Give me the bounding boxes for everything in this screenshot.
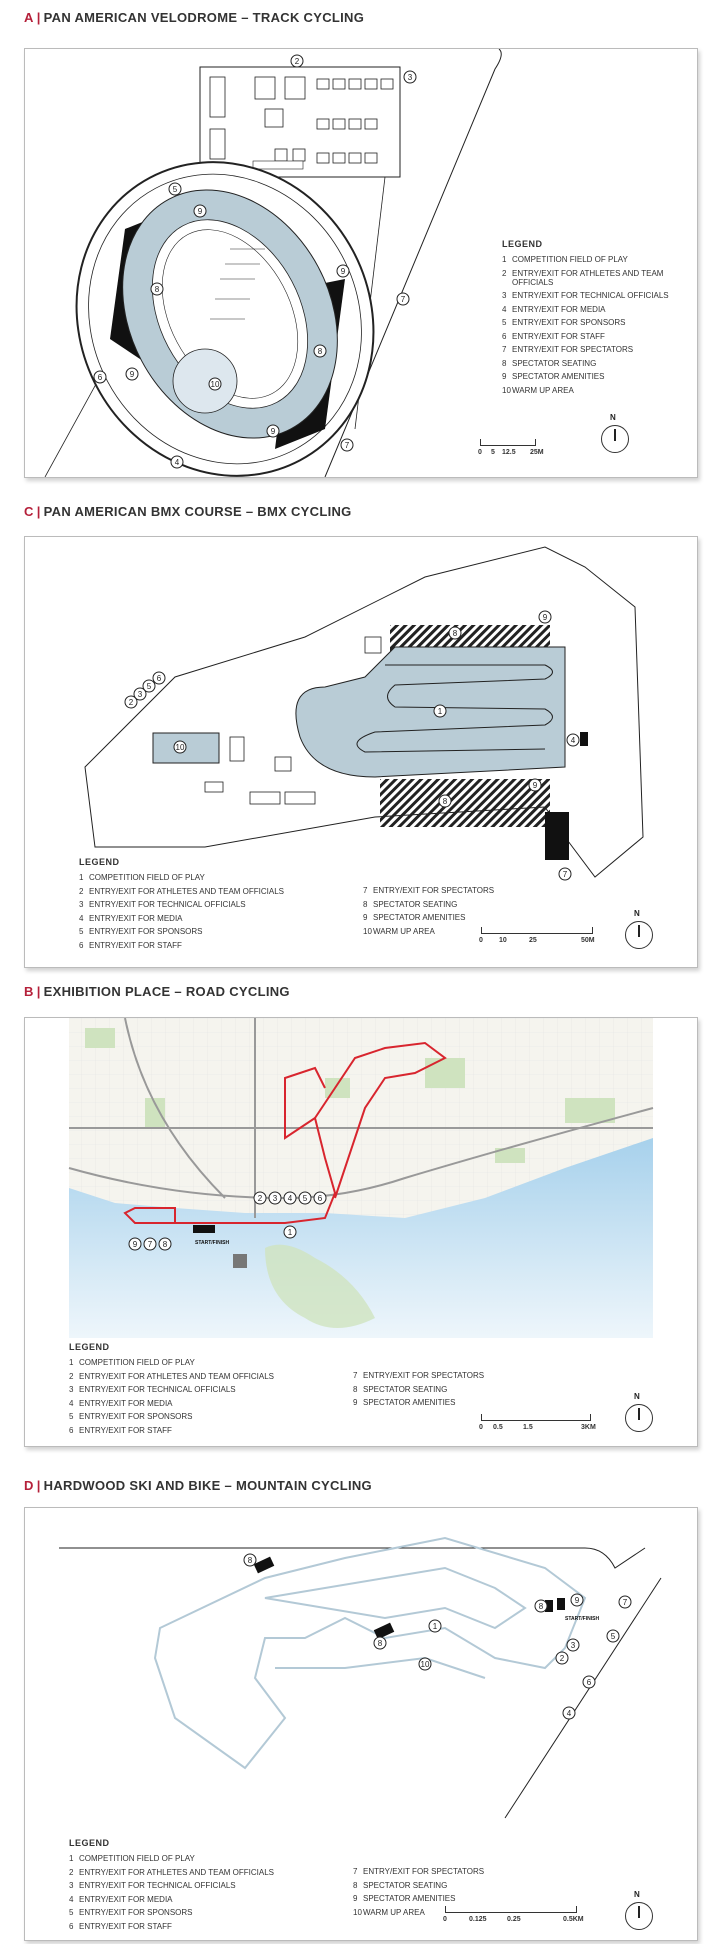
- marker-2: [291, 55, 303, 67]
- north-arrow-icon: [601, 413, 629, 453]
- svg-text:4: 4: [287, 1194, 293, 1203]
- legend-list: [502, 255, 692, 395]
- legend-item-number: 10: [363, 926, 372, 936]
- legend-item: [353, 1371, 593, 1380]
- legend-item-label: ENTRY/EXIT FOR SPECTATORS: [363, 1867, 485, 1876]
- legend-item-number: 10: [502, 385, 511, 395]
- legend-item-number: 5: [79, 927, 84, 936]
- marker-2: [254, 1192, 266, 1204]
- marker-9: [337, 265, 349, 277]
- marker-7: [144, 1238, 156, 1250]
- marker-4: [171, 456, 183, 468]
- scale-label: 0.125: [469, 1916, 487, 1923]
- section-letter: A: [24, 10, 34, 25]
- legend-item: [79, 927, 319, 936]
- marker-4: [567, 734, 579, 746]
- marker-9: [529, 779, 541, 791]
- legend-item-label: SPECTATOR SEATING: [363, 1384, 448, 1394]
- legend-item: [79, 900, 319, 909]
- svg-text:4: 4: [570, 736, 576, 745]
- legend-item-number: 6: [69, 1921, 74, 1931]
- legend-item: [502, 305, 692, 314]
- legend-item-number: 5: [502, 318, 507, 327]
- svg-text:9: 9: [340, 267, 346, 276]
- marker-1: [284, 1226, 296, 1238]
- marker-7: [397, 293, 409, 305]
- legend-item-label: COMPETITION FIELD OF PLAY: [89, 873, 205, 882]
- svg-text:10: 10: [175, 743, 185, 752]
- svg-text:5: 5: [610, 1632, 616, 1641]
- legend-item-label: ENTRY/EXIT FOR MEDIA: [512, 304, 606, 314]
- legend-item-label: ENTRY/EXIT FOR ATHLETES AND TEAM OFFICIALS: [89, 886, 285, 896]
- scale-label: 50M: [581, 937, 595, 944]
- legend-item-number: 1: [69, 1358, 74, 1367]
- legend-item-number: 4: [69, 1894, 74, 1904]
- marker-1: [434, 705, 446, 717]
- svg-text:8: 8: [452, 629, 458, 638]
- marker-1: [429, 1620, 441, 1632]
- svg-text:1: 1: [432, 1622, 438, 1631]
- legend-item-label: ENTRY/EXIT FOR MEDIA: [79, 1894, 173, 1904]
- legend-item-label: ENTRY/EXIT FOR TECHNICAL OFFICIALS: [79, 1881, 236, 1890]
- marker-5: [143, 680, 155, 692]
- legend-item: [69, 1385, 309, 1394]
- marker-8: [244, 1554, 256, 1566]
- scale-label: 0: [478, 449, 482, 456]
- legend-item-label: ENTRY/EXIT FOR SPONSORS: [79, 1412, 193, 1421]
- legend-item: [69, 1868, 309, 1877]
- marker-7: [341, 439, 353, 451]
- marker-10: [209, 378, 221, 390]
- legend-item-label: WARM UP AREA: [512, 385, 574, 395]
- legend-item-label: ENTRY/EXIT FOR STAFF: [89, 940, 182, 950]
- legend-item-label: WARM UP AREA: [363, 1907, 425, 1917]
- legend-item-number: 7: [502, 345, 507, 354]
- section-a-title: A | PAN AMERICAN VELODROME – TRACK CYCLING: [24, 10, 365, 25]
- legend-item-number: 1: [79, 873, 84, 882]
- svg-text:9: 9: [270, 427, 276, 436]
- marker-8: [374, 1637, 386, 1649]
- legend-item-label: ENTRY/EXIT FOR SPECTATORS: [373, 886, 495, 895]
- legend-item-number: 9: [353, 1398, 358, 1407]
- start-finish-label: START/FINISH: [195, 1240, 230, 1246]
- section-letter: B: [24, 984, 34, 999]
- marker-9: [129, 1238, 141, 1250]
- legend-item-label: ENTRY/EXIT FOR MEDIA: [89, 913, 183, 923]
- legend-list-right: [353, 1358, 593, 1439]
- legend-item-number: 8: [363, 899, 368, 909]
- legend-item: [353, 1881, 593, 1890]
- legend-item: [502, 291, 692, 300]
- marker-5: [169, 183, 181, 195]
- legend-item-number: 6: [79, 940, 84, 950]
- legend-list-left: [69, 1358, 309, 1439]
- legend-title: LEGEND: [69, 1838, 110, 1848]
- legend-item-label: SPECTATOR SEATING: [363, 1880, 448, 1890]
- legend-item-label: ENTRY/EXIT FOR SPECTATORS: [363, 1371, 485, 1380]
- legend-item: [353, 1398, 593, 1407]
- section-title-text: EXHIBITION PLACE – ROAD CYCLING: [43, 984, 290, 999]
- legend-item-label: ENTRY/EXIT FOR STAFF: [512, 331, 605, 341]
- svg-text:6: 6: [97, 373, 103, 382]
- marker-3: [567, 1639, 579, 1651]
- svg-text:5: 5: [146, 682, 152, 691]
- legend-item: [69, 1895, 309, 1904]
- marker-5: [299, 1192, 311, 1204]
- marker-8: [439, 795, 451, 807]
- svg-text:9: 9: [197, 207, 203, 216]
- legend-item: [502, 318, 692, 327]
- svg-text:8: 8: [538, 1602, 544, 1611]
- section-letter: C: [24, 504, 34, 519]
- legend-item-label: SPECTATOR SEATING: [373, 899, 458, 909]
- marker-8: [314, 345, 326, 357]
- legend-item-number: 2: [69, 1867, 74, 1877]
- legend-item-number: 2: [69, 1371, 74, 1381]
- svg-text:9: 9: [542, 613, 548, 622]
- legend-item-label: COMPETITION FIELD OF PLAY: [79, 1358, 195, 1367]
- road-legend: [69, 1342, 593, 1439]
- section-title-text: HARDWOOD SKI AND BIKE – MOUNTAIN CYCLING: [43, 1478, 372, 1493]
- legend-item-number: 4: [69, 1398, 74, 1408]
- north-label: N: [610, 413, 616, 422]
- bmx-legend: [79, 857, 603, 954]
- svg-text:8: 8: [442, 797, 448, 806]
- legend-item: [502, 372, 692, 381]
- legend-item-label: SPECTATOR SEATING: [512, 358, 597, 368]
- svg-text:7: 7: [344, 441, 350, 450]
- legend-item-label: ENTRY/EXIT FOR ATHLETES AND TEAM OFFICIALS: [79, 1867, 275, 1877]
- svg-text:9: 9: [132, 1240, 138, 1249]
- scale-label: 25M: [530, 449, 544, 456]
- legend-title: LEGEND: [79, 857, 120, 867]
- legend-item-number: 1: [69, 1854, 74, 1863]
- legend-item-number: 5: [69, 1412, 74, 1421]
- svg-text:3: 3: [407, 73, 413, 82]
- legend-item-number: 7: [363, 886, 368, 895]
- north-arrow-icon: [625, 1392, 653, 1432]
- legend-item: [69, 1426, 309, 1435]
- legend-item-number: 9: [502, 372, 507, 381]
- marker-8: [535, 1600, 547, 1612]
- marker-6: [153, 672, 165, 684]
- svg-text:8: 8: [377, 1639, 383, 1648]
- svg-text:10: 10: [210, 380, 220, 389]
- marker-3: [404, 71, 416, 83]
- svg-text:3: 3: [272, 1194, 278, 1203]
- legend-item-label: ENTRY/EXIT FOR STAFF: [79, 1921, 172, 1931]
- svg-text:2: 2: [257, 1194, 263, 1203]
- legend-item-number: 9: [363, 913, 368, 922]
- svg-text:7: 7: [562, 870, 568, 879]
- scale-label: 0.25: [507, 1916, 521, 1923]
- legend-item-label: SPECTATOR AMENITIES: [363, 1894, 456, 1903]
- legend-item-label: SPECTATOR AMENITIES: [512, 372, 605, 381]
- legend-item-number: 6: [69, 1425, 74, 1435]
- marker-9: [267, 425, 279, 437]
- scale-label: 12.5: [502, 449, 516, 456]
- legend-item-label: COMPETITION FIELD OF PLAY: [79, 1854, 195, 1863]
- road-map-panel: [24, 1017, 698, 1447]
- legend-item: [353, 1894, 593, 1903]
- scale-label: 5: [491, 449, 495, 456]
- legend-item-number: 3: [502, 291, 507, 300]
- legend-item-label: ENTRY/EXIT FOR SPONSORS: [512, 318, 626, 327]
- legend-title: LEGEND: [502, 239, 543, 249]
- marker-6: [94, 371, 106, 383]
- legend-item: [353, 1385, 593, 1394]
- section-title-text: PAN AMERICAN VELODROME – TRACK CYCLING: [43, 10, 365, 25]
- legend-item: [502, 332, 692, 341]
- svg-text:9: 9: [129, 370, 135, 379]
- legend-item-number: 7: [353, 1371, 358, 1380]
- legend-item-label: ENTRY/EXIT FOR SPONSORS: [89, 927, 203, 936]
- legend-item: [69, 1922, 309, 1931]
- legend-item: [502, 359, 692, 368]
- section-title-text: PAN AMERICAN BMX COURSE – BMX CYCLING: [43, 504, 352, 519]
- legend-item: [502, 255, 692, 264]
- legend-item-number: 6: [502, 331, 507, 341]
- legend-item-number: 8: [353, 1384, 358, 1394]
- legend-title: LEGEND: [69, 1342, 110, 1352]
- marker-9: [539, 611, 551, 623]
- svg-text:6: 6: [586, 1678, 592, 1687]
- section-letter: D: [24, 1478, 34, 1493]
- bmx-map-panel: [24, 536, 698, 968]
- legend-item-number: 8: [353, 1880, 358, 1890]
- marker-6: [583, 1676, 595, 1688]
- scale-label: 0: [479, 937, 483, 944]
- svg-text:3: 3: [137, 690, 143, 699]
- scale-label: 1.5: [523, 1424, 533, 1431]
- legend-item-number: 3: [69, 1385, 74, 1394]
- marker-6: [314, 1192, 326, 1204]
- svg-text:4: 4: [566, 1709, 572, 1718]
- marker-8: [159, 1238, 171, 1250]
- svg-text:6: 6: [317, 1194, 323, 1203]
- legend-item: [79, 914, 319, 923]
- svg-text:8: 8: [154, 285, 160, 294]
- marker-10: [419, 1658, 431, 1670]
- legend-item-number: 3: [79, 900, 84, 909]
- legend-item: [69, 1358, 309, 1367]
- marker-9: [194, 205, 206, 217]
- velodrome-map-panel: [24, 48, 698, 478]
- section-c-title: C | PAN AMERICAN BMX COURSE – BMX CYCLING: [24, 504, 352, 519]
- legend-item-label: ENTRY/EXIT FOR SPONSORS: [79, 1908, 193, 1917]
- legend-item-label: WARM UP AREA: [373, 926, 435, 936]
- legend-item-number: 7: [353, 1867, 358, 1876]
- north-label: N: [634, 1890, 640, 1899]
- svg-text:2: 2: [128, 698, 134, 707]
- scale-label: 0.5: [493, 1424, 503, 1431]
- legend-item: [79, 941, 319, 950]
- svg-text:9: 9: [532, 781, 538, 790]
- legend-item: [502, 345, 692, 354]
- legend-item-label: ENTRY/EXIT FOR MEDIA: [79, 1398, 173, 1408]
- svg-text:8: 8: [162, 1240, 168, 1249]
- legend-list-left: [69, 1854, 309, 1935]
- legend-item-label: ENTRY/EXIT FOR SPECTATORS: [512, 345, 634, 354]
- marker-5: [607, 1630, 619, 1642]
- legend-item: [79, 873, 319, 882]
- north-arrow-icon: [625, 1890, 653, 1930]
- scale-label: 3KM: [581, 1424, 596, 1431]
- svg-text:2: 2: [559, 1654, 565, 1663]
- legend-item: [69, 1412, 309, 1421]
- legend-item-number: 3: [69, 1881, 74, 1890]
- legend-item-label: COMPETITION FIELD OF PLAY: [512, 255, 628, 264]
- marker-2: [556, 1652, 568, 1664]
- legend-item: [79, 887, 319, 896]
- svg-text:5: 5: [172, 185, 178, 194]
- svg-text:8: 8: [317, 347, 323, 356]
- legend-item: [502, 269, 692, 287]
- svg-text:3: 3: [570, 1641, 576, 1650]
- scale-label: 0: [479, 1424, 483, 1431]
- legend-item-number: 2: [79, 886, 84, 896]
- legend-item: [69, 1881, 309, 1890]
- north-label: N: [634, 1392, 640, 1401]
- svg-text:4: 4: [174, 458, 180, 467]
- legend-item-number: 10: [353, 1907, 362, 1917]
- legend-list-right: [363, 873, 603, 954]
- legend-item: [69, 1854, 309, 1863]
- scale-label: 10: [499, 937, 507, 944]
- legend-item-label: ENTRY/EXIT FOR ATHLETES AND TEAM OFFICIALS: [79, 1371, 275, 1381]
- legend-item-number: 9: [353, 1894, 358, 1903]
- legend-item-number: 8: [502, 358, 507, 368]
- marker-4: [563, 1707, 575, 1719]
- marker-9: [571, 1594, 583, 1606]
- legend-item: [363, 900, 603, 909]
- legend-item-number: 2: [502, 268, 507, 278]
- legend-item-number: 5: [69, 1908, 74, 1917]
- svg-text:7: 7: [147, 1240, 153, 1249]
- legend-item: [69, 1372, 309, 1381]
- scale-label: 25: [529, 937, 537, 944]
- legend-item: [363, 886, 603, 895]
- start-finish-label: START/FINISH: [565, 1616, 600, 1622]
- legend-item-number: 1: [502, 255, 507, 264]
- north-arrow-icon: [625, 909, 653, 949]
- marker-4: [284, 1192, 296, 1204]
- svg-text:9: 9: [574, 1596, 580, 1605]
- marker-10: [174, 741, 186, 753]
- svg-text:8: 8: [247, 1556, 253, 1565]
- legend-item: [353, 1867, 593, 1876]
- mountain-map-panel: [24, 1507, 698, 1941]
- section-b-title: B | EXHIBITION PLACE – ROAD CYCLING: [24, 984, 290, 999]
- legend-item-label: SPECTATOR AMENITIES: [373, 913, 466, 922]
- legend-item: [69, 1908, 309, 1917]
- marker-8: [151, 283, 163, 295]
- north-label: N: [634, 909, 640, 918]
- section-d-title: D | HARDWOOD SKI AND BIKE – MOUNTAIN CYCLING: [24, 1478, 372, 1493]
- velodrome-legend: [502, 239, 692, 399]
- legend-item: [502, 386, 692, 395]
- marker-9: [126, 368, 138, 380]
- svg-text:5: 5: [302, 1194, 308, 1203]
- legend-item-number: 4: [79, 913, 84, 923]
- legend-item: [69, 1399, 309, 1408]
- svg-text:1: 1: [437, 707, 443, 716]
- legend-item-label: ENTRY/EXIT FOR TECHNICAL OFFICIALS: [79, 1385, 236, 1394]
- legend-item-label: ENTRY/EXIT FOR TECHNICAL OFFICIALS: [89, 900, 246, 909]
- svg-text:7: 7: [622, 1598, 628, 1607]
- legend-item-label: ENTRY/EXIT FOR STAFF: [79, 1425, 172, 1435]
- svg-text:6: 6: [156, 674, 162, 683]
- marker-7: [619, 1596, 631, 1608]
- marker-8: [449, 627, 461, 639]
- legend-item: [363, 913, 603, 922]
- legend-item-label: ENTRY/EXIT FOR TECHNICAL OFFICIALS: [512, 291, 669, 300]
- legend-item-number: 4: [502, 304, 507, 314]
- scale-label: 0.5KM: [563, 1916, 584, 1923]
- svg-text:10: 10: [420, 1660, 430, 1669]
- svg-text:2: 2: [294, 57, 300, 66]
- scale-label: 0: [443, 1916, 447, 1923]
- legend-list-left: [79, 873, 319, 954]
- legend-item-label: SPECTATOR AMENITIES: [363, 1398, 456, 1407]
- svg-text:7: 7: [400, 295, 406, 304]
- marker-3: [269, 1192, 281, 1204]
- legend-item-label: ENTRY/EXIT FOR ATHLETES AND TEAM OFFICIALS: [512, 268, 664, 287]
- svg-text:1: 1: [287, 1228, 293, 1237]
